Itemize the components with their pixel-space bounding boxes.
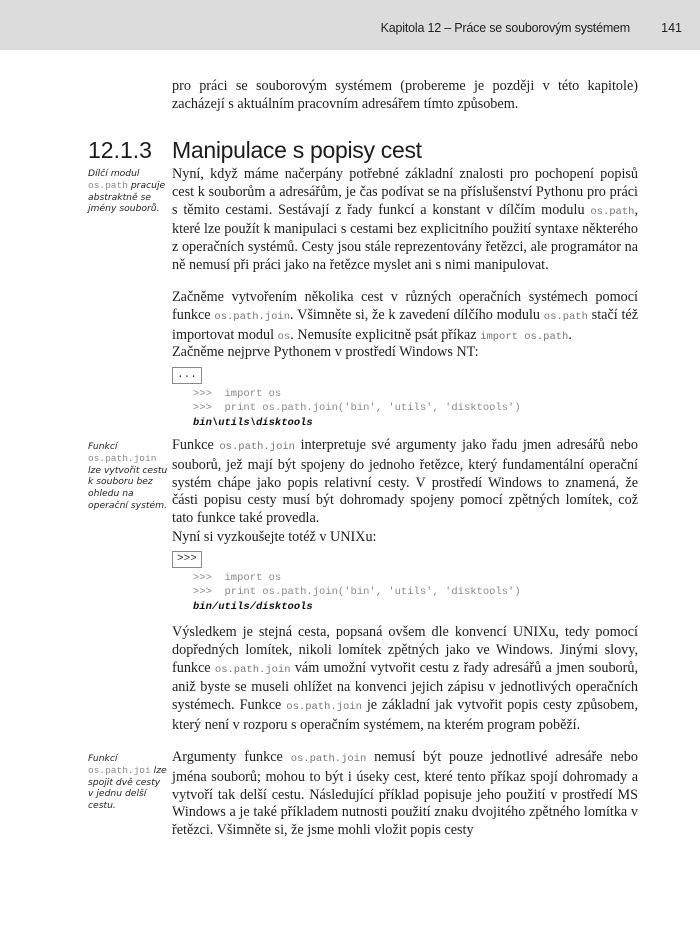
inline-code: import os.path — [480, 330, 569, 343]
intro-line-1: pro práci se souborovým systémem (probereme je později v této kapitole) — [172, 78, 638, 94]
page-number: 141 — [661, 21, 682, 35]
code-line: >>> import os — [193, 388, 282, 400]
inline-code: os.path.join — [214, 310, 291, 323]
code-output: bin/utils/disktools — [193, 600, 313, 613]
inline-code: os.path.join — [290, 753, 367, 765]
text: Nyní, když máme načerpány potřebné základní znalosti pro pochopení popisů cest k souborům a adresářům, je čas podívat se na příslušenství Pythonu pro práci s těmito cestami. Sestávají z řady funkcí a konstant v dílčím modulu — [172, 166, 638, 218]
text: , které lze použít k manipulaci s cestami bez explicitního použití syntaxe některého z operačních systémů. Cesty jsou stále reprezentovány řetězci, ale programátor na ně nemusí při práci jako na řetězce myslet ani s nimi manipulovat. — [172, 201, 638, 273]
paragraph-1 — [172, 166, 638, 275]
text: Začněme vytvořením několika cest v různých operačních systémech pomocí funkce — [172, 289, 638, 323]
text: . Nemusíte explicitně psát příkaz — [290, 326, 481, 343]
paragraph-2 — [172, 289, 638, 346]
inline-code: os.path — [590, 205, 635, 218]
code-prompt-box-unix: >>> — [172, 551, 202, 568]
text: Argumenty funkce — [172, 749, 291, 765]
margin-note-os-path — [88, 168, 168, 215]
text: Začněme nejprve Pythonem v prostředí Windows NT: — [172, 344, 479, 360]
margin-note-code: os.path.joi — [88, 764, 151, 776]
text: je základní jak vytvořit popis cesty způsobem, který není v rozporu s operačním systémem, na kterém program poběží. — [172, 697, 638, 733]
margin-note-text: lze spojit dvě cesty v jednu delší cestu. — [88, 764, 167, 812]
paragraph-7 — [172, 749, 638, 840]
text: stačí též importovat modul — [172, 306, 639, 343]
margin-note-text: Funkcí — [88, 441, 118, 452]
code-line: >>> print os.path.join('bin', 'utils', 'disktools') — [193, 586, 521, 599]
section-title: Manipulace s popisy cest — [172, 137, 422, 163]
running-header — [0, 0, 700, 50]
intro-line-2: zacházejí s aktuálním pracovním adresářem tímto způsobem. — [172, 95, 519, 112]
paragraph-5 — [172, 529, 638, 547]
code-output: bin\utils\disktools — [193, 416, 313, 429]
text: interpretuje své argumenty jako řadu jmen adresářů nebo souborů, jež mají být spojeny do jednoho řetězce, který fundamentální operační systém chápe jako popis relativní cesty. V prostředí Windows to znamená, že části popisu cesty musí být dohromady spojeny pomocí zpětných lomítek, což tato funkce také provedla. — [172, 437, 638, 527]
margin-note-code: os.path.join — [88, 452, 157, 464]
text: vám umožní vytvořit cestu z řady adresářů a jmen souborů, aniž byste se museli ohlížet na konvenci jejich zápisu v jednotlivých operačních systémech. Funkce — [172, 659, 638, 714]
text: Funkce — [172, 437, 220, 453]
inline-code: os.path — [543, 310, 588, 323]
inline-code: os.path.join — [286, 701, 362, 714]
code-line: >>> print os.path.join('bin', 'utils', 'disktools') — [193, 402, 521, 415]
paragraph-4 — [172, 437, 638, 528]
code-example-unix — [193, 571, 521, 614]
inline-code: os.path.join — [219, 441, 295, 453]
inline-code: os.path.join — [214, 663, 291, 676]
margin-note-code: os.path — [88, 179, 128, 191]
code-prompt-box-windows: ... — [172, 367, 202, 384]
margin-note-text: Funkcí — [88, 753, 118, 764]
text: Výsledkem je stejná cesta, popsaná ovšem dle konvencí UNIXu, tedy pomocí dopředných lomítek, nikoli lomítek zpětných jako ve Windows. Jinými slovy, funkce — [172, 624, 638, 676]
code-example-windows — [193, 387, 521, 430]
text: nemusí být pouze jednotlivé adresáře nebo jména souborů; mohou to být i úseky cest, které tento příkaz spojí dohromady a vytvoří tak delší cestu. Následující příklad popisuje jeho použití v prostředí MS Windows a je také příkladem nutnosti použití znaku dvojitého zpětného lomítka v řetězci. Všimněte si, že jsme mohli vložit popis cesty — [172, 749, 638, 839]
intro-paragraph — [172, 78, 638, 114]
text: . Všimněte si, že k zavedení dílčího modulu — [290, 306, 544, 323]
paragraph-3 — [172, 344, 638, 362]
code-line: >>> import os — [193, 572, 282, 584]
margin-note-text: lze vytvořit cestu k souboru bez ohledu na operační systém. — [88, 464, 168, 511]
inline-code: os — [277, 330, 291, 343]
margin-note-text: pracuje abstraktně se jmény souborů. — [88, 179, 166, 215]
margin-note-join-paths — [88, 753, 168, 812]
paragraph-6 — [172, 624, 638, 735]
text: Nyní si vyzkoušejte totéž v UNIXu: — [172, 529, 377, 545]
margin-note-os-path-join — [88, 441, 168, 512]
chapter-title: Kapitola 12 – Práce se souborovým systémem — [380, 21, 630, 35]
section-number: 12.1.3 — [88, 137, 152, 163]
margin-note-text: Dílčí modul — [88, 168, 140, 179]
text: . — [568, 326, 572, 343]
